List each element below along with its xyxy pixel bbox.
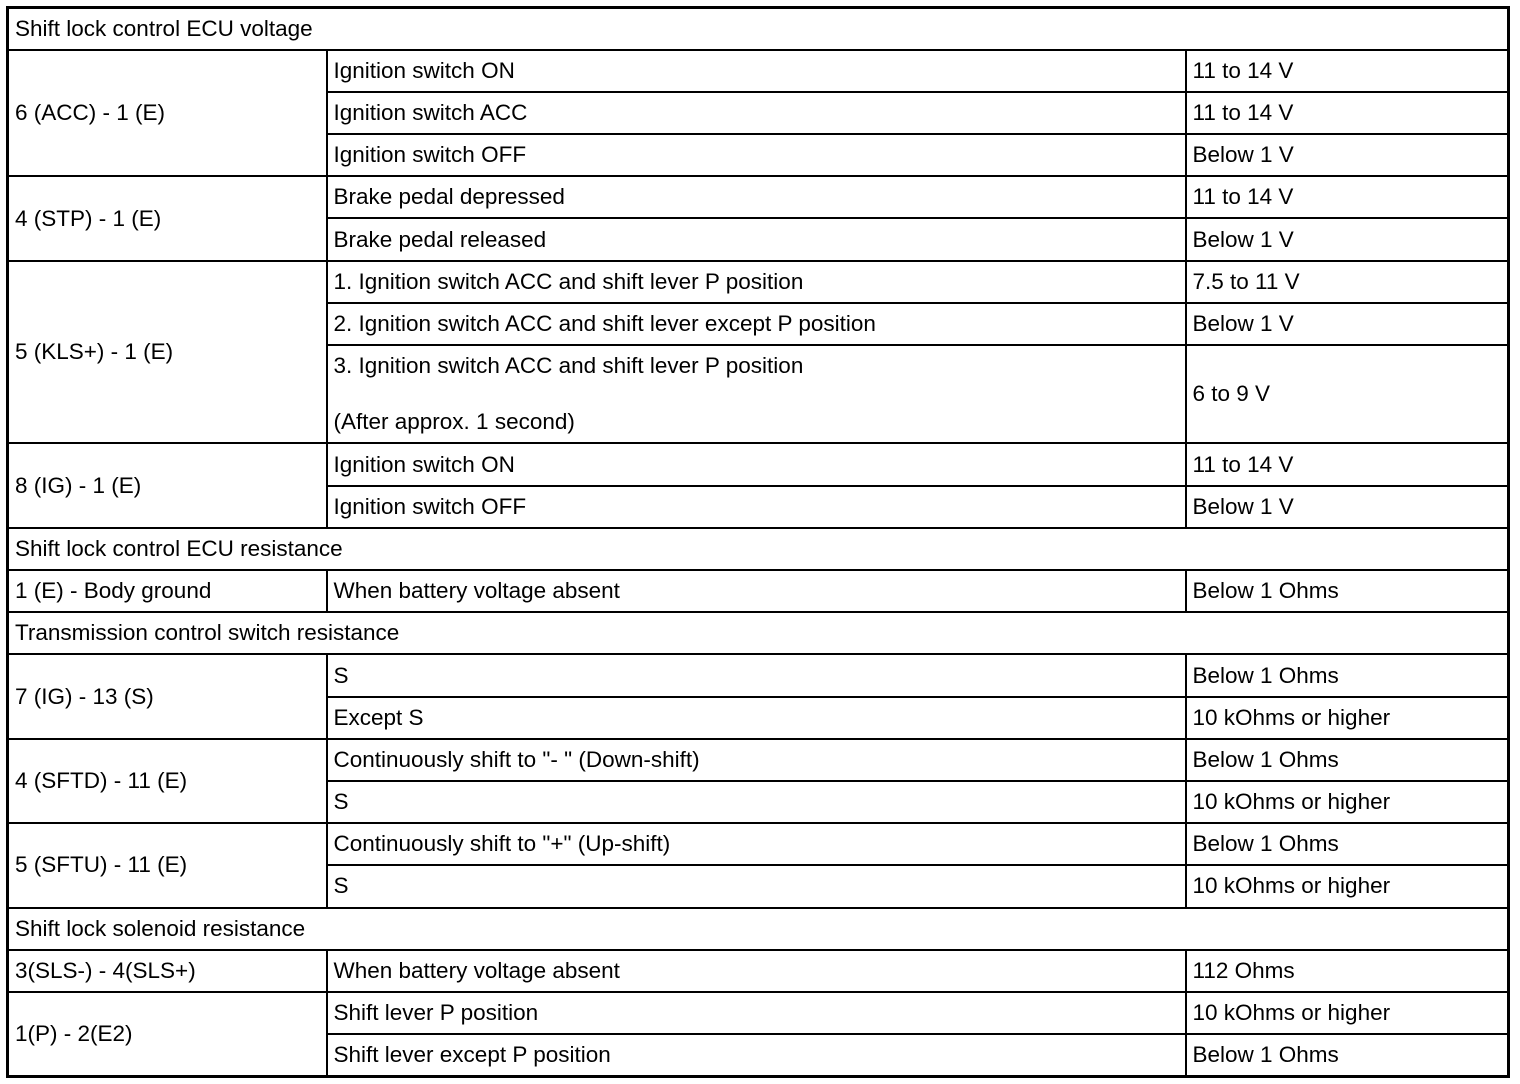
condition-cell: Except S [327, 697, 1186, 739]
spec-cell: 10 kOhms or higher [1186, 781, 1509, 823]
table-row [8, 570, 1509, 612]
table-row [8, 176, 1509, 218]
section-header-row [8, 528, 1509, 570]
spec-table [6, 6, 1510, 1078]
spec-cell: Below 1 V [1186, 486, 1509, 528]
table-row [8, 950, 1509, 992]
section-title: Transmission control switch resistance [8, 612, 1509, 654]
table-row [8, 739, 1509, 781]
condition-note: (After approx. 1 second) [333, 409, 575, 435]
spec-cell: Below 1 Ohms [1186, 1034, 1509, 1076]
condition-cell: When battery voltage absent [327, 950, 1186, 992]
terminal-cell: 5 (KLS+) - 1 (E) [8, 261, 327, 444]
condition-cell: Shift lever P position [327, 992, 1186, 1034]
condition-cell: Ignition switch ON [327, 50, 1186, 92]
terminal-cell: 5 (SFTU) - 11 (E) [8, 823, 327, 907]
spec-cell: 6 to 9 V [1186, 345, 1509, 443]
spec-cell: 10 kOhms or higher [1186, 992, 1509, 1034]
spec-cell: 11 to 14 V [1186, 443, 1509, 485]
section-title: Shift lock control ECU voltage [8, 8, 1509, 50]
condition-cell: Brake pedal released [327, 218, 1186, 260]
condition-cell [327, 345, 1186, 443]
condition-cell: Ignition switch OFF [327, 134, 1186, 176]
spec-cell: Below 1 V [1186, 218, 1509, 260]
table-row [8, 823, 1509, 865]
spec-cell: 11 to 14 V [1186, 92, 1509, 134]
terminal-cell: 4 (STP) - 1 (E) [8, 176, 327, 260]
condition-cell: S [327, 781, 1186, 823]
spec-cell: Below 1 Ohms [1186, 823, 1509, 865]
condition-cell: Continuously shift to "- " (Down-shift) [327, 739, 1186, 781]
spec-cell: Below 1 Ohms [1186, 739, 1509, 781]
terminal-cell: 7 (IG) - 13 (S) [8, 654, 327, 738]
spec-cell: 11 to 14 V [1186, 176, 1509, 218]
terminal-cell: 1(P) - 2(E2) [8, 992, 327, 1077]
section-title: Shift lock solenoid resistance [8, 908, 1509, 950]
table-row [8, 654, 1509, 696]
table-row [8, 50, 1509, 92]
condition-cell: Continuously shift to "+" (Up-shift) [327, 823, 1186, 865]
table-row [8, 261, 1509, 303]
condition-cell: When battery voltage absent [327, 570, 1186, 612]
table-row [8, 443, 1509, 485]
condition-cell: Shift lever except P position [327, 1034, 1186, 1076]
section-header-row [8, 8, 1509, 50]
condition-cell: 1. Ignition switch ACC and shift lever P position [327, 261, 1186, 303]
table-row [8, 992, 1509, 1034]
spec-cell: 11 to 14 V [1186, 50, 1509, 92]
spec-cell: Below 1 V [1186, 134, 1509, 176]
condition-cell: Brake pedal depressed [327, 176, 1186, 218]
condition-cell: S [327, 654, 1186, 696]
section-header-row [8, 612, 1509, 654]
section-header-row [8, 908, 1509, 950]
condition-cell: S [327, 865, 1186, 907]
terminal-cell: 1 (E) - Body ground [8, 570, 327, 612]
condition-cell: Ignition switch OFF [327, 486, 1186, 528]
spec-cell: Below 1 V [1186, 303, 1509, 345]
spec-cell: 10 kOhms or higher [1186, 697, 1509, 739]
condition-cell: Ignition switch ON [327, 443, 1186, 485]
condition-text: 3. Ignition switch ACC and shift lever P position [333, 353, 804, 379]
section-title: Shift lock control ECU resistance [8, 528, 1509, 570]
terminal-cell: 6 (ACC) - 1 (E) [8, 50, 327, 177]
spec-cell: 112 Ohms [1186, 950, 1509, 992]
condition-cell: Ignition switch ACC [327, 92, 1186, 134]
spec-cell: Below 1 Ohms [1186, 654, 1509, 696]
condition-cell: 2. Ignition switch ACC and shift lever except P position [327, 303, 1186, 345]
spec-cell: Below 1 Ohms [1186, 570, 1509, 612]
terminal-cell: 4 (SFTD) - 11 (E) [8, 739, 327, 823]
terminal-cell: 3(SLS-) - 4(SLS+) [8, 950, 327, 992]
spec-cell: 7.5 to 11 V [1186, 261, 1509, 303]
terminal-cell: 8 (IG) - 1 (E) [8, 443, 327, 527]
spec-cell: 10 kOhms or higher [1186, 865, 1509, 907]
